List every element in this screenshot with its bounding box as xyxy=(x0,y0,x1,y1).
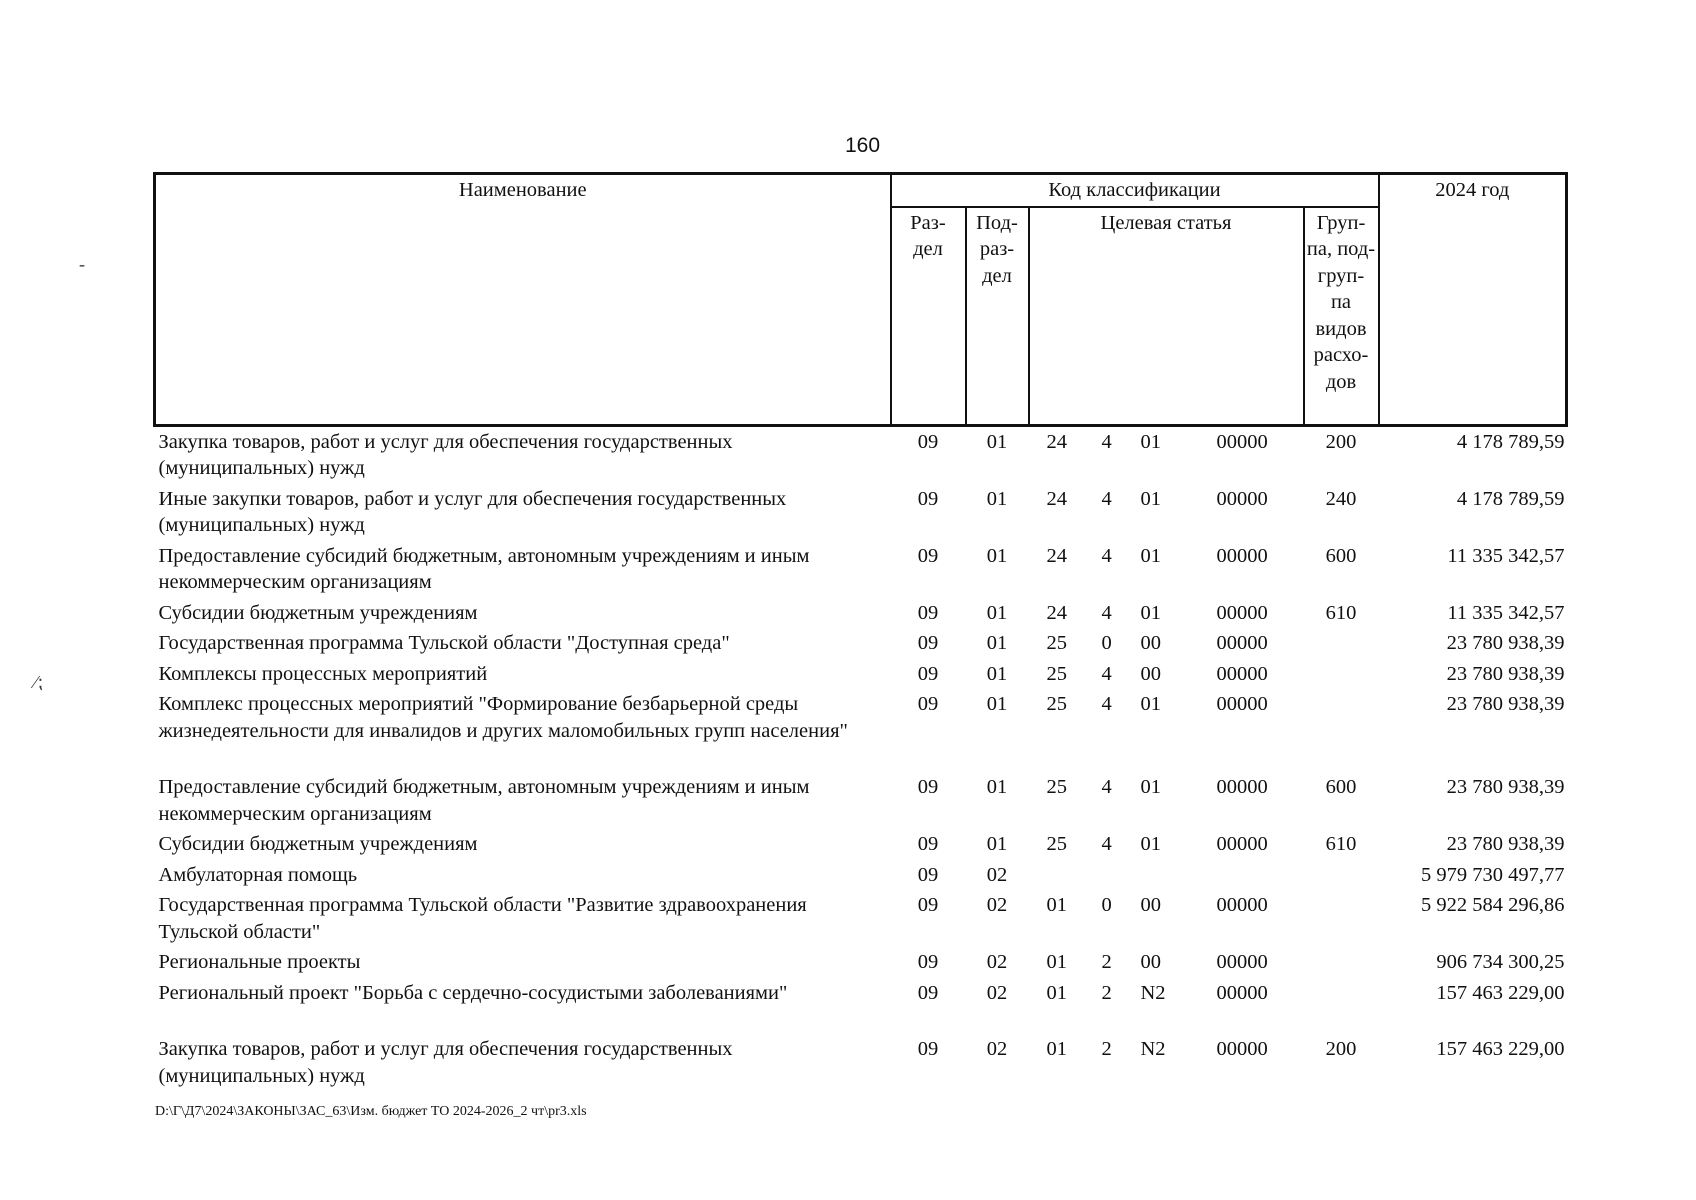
target-article-part: 00 xyxy=(1140,632,1161,654)
target-article-part: 00000 xyxy=(1216,544,1268,567)
row-name: Субсидии бюджетным учреждениям xyxy=(158,601,478,624)
table-row xyxy=(155,689,1567,772)
row-razdel: 09 xyxy=(917,1038,939,1060)
target-article-part: 00000 xyxy=(1216,632,1268,654)
target-article-part: 00 xyxy=(1140,951,1161,973)
row-target-article xyxy=(1029,425,1304,484)
header-podrazdel: Под- раз- дел xyxy=(966,207,1029,426)
target-article-part: 00000 xyxy=(1216,693,1268,715)
row-podrazdel: 02 xyxy=(986,1038,1008,1060)
row-expense-group: 200 xyxy=(1325,430,1357,453)
target-article-part: 01 xyxy=(1140,430,1161,453)
target-article-part: 25 xyxy=(1046,662,1067,685)
header-year: 2024 год xyxy=(1379,174,1567,426)
target-article-part: 01 xyxy=(1140,693,1161,715)
row-amount-2024: 23 780 938,39 xyxy=(1446,833,1565,855)
row-expense-group: 610 xyxy=(1325,833,1357,855)
row-name: Региональные проекты xyxy=(158,951,361,973)
table-body xyxy=(155,425,1567,1091)
header-target: Целевая статья xyxy=(1029,207,1304,426)
row-amount-2024: 23 780 938,39 xyxy=(1446,693,1565,715)
target-article-part: 25 xyxy=(1046,632,1067,654)
row-amount-2024: 157 463 229,00 xyxy=(1436,981,1565,1004)
header-code-group: Код классификации xyxy=(891,174,1379,207)
row-podrazdel: 01 xyxy=(986,833,1008,855)
row-expense-group: 240 xyxy=(1325,487,1357,510)
target-article-part: 25 xyxy=(1046,833,1067,855)
target-article-part: N2 xyxy=(1140,1038,1166,1060)
row-razdel: 09 xyxy=(917,632,939,654)
row-amount-2024: 4 178 789,59 xyxy=(1456,487,1565,510)
row-amount-2024: 23 780 938,39 xyxy=(1446,662,1565,685)
budget-table xyxy=(153,172,1568,1091)
row-amount-2024: 11 335 342,57 xyxy=(1447,601,1565,624)
row-podrazdel: 01 xyxy=(986,601,1008,624)
target-article-part: 24 xyxy=(1046,544,1067,567)
margin-mark: - xyxy=(79,254,85,274)
target-article-part: 4 xyxy=(1101,601,1112,624)
row-target-article xyxy=(1029,598,1304,629)
target-article-part: 4 xyxy=(1101,544,1112,567)
target-article-part: 01 xyxy=(1046,894,1067,916)
row-target-article xyxy=(1029,947,1304,978)
table-row xyxy=(155,860,1567,891)
table-row xyxy=(155,772,1567,829)
row-podrazdel: 01 xyxy=(986,487,1008,510)
row-razdel: 09 xyxy=(917,833,939,855)
row-name: Комплексы процессных мероприятий xyxy=(158,662,488,685)
target-article-part: 2 xyxy=(1101,981,1112,1004)
row-amount-2024: 23 780 938,39 xyxy=(1446,776,1565,798)
table-row xyxy=(155,978,1567,1035)
target-article-part: 2 xyxy=(1101,1038,1112,1060)
target-article-part: 00000 xyxy=(1216,951,1268,973)
target-article-part: 00000 xyxy=(1216,487,1268,510)
target-article-part: 00000 xyxy=(1216,833,1268,855)
table-row xyxy=(155,890,1567,947)
target-article-part: 01 xyxy=(1046,951,1067,973)
header-name: Наименование xyxy=(155,174,891,426)
target-article-part: 00000 xyxy=(1216,601,1268,624)
row-target-article xyxy=(1029,541,1304,598)
header-razdel: Раз- дел xyxy=(891,207,966,426)
target-article-part: 00000 xyxy=(1216,981,1268,1004)
row-razdel: 09 xyxy=(917,951,939,973)
row-amount-2024: 11 335 342,57 xyxy=(1447,544,1565,567)
row-podrazdel: 01 xyxy=(986,430,1008,453)
target-article-part: 4 xyxy=(1101,693,1112,715)
row-expense-group xyxy=(1304,890,1379,947)
row-razdel: 09 xyxy=(917,776,939,798)
row-razdel: 09 xyxy=(917,981,939,1004)
margin-mark: ⁄⁏ xyxy=(34,672,44,692)
target-article-part: 01 xyxy=(1140,601,1161,624)
target-article-part: 01 xyxy=(1046,1038,1067,1060)
budget-table-container xyxy=(153,172,1565,1091)
table-row xyxy=(155,1034,1567,1091)
target-article-part: 25 xyxy=(1046,693,1067,715)
row-target-article xyxy=(1029,829,1304,860)
row-name: Закупка товаров, работ и услуг для обеспечения государственных (муниципальных) нужд xyxy=(158,1038,733,1087)
target-article-part: 01 xyxy=(1140,487,1161,510)
target-article-part: 24 xyxy=(1046,601,1067,624)
row-name: Предоставление субсидий бюджетным, автономным учреждениям и иным некоммерческим организациям xyxy=(158,544,810,593)
target-article-part: 4 xyxy=(1101,662,1112,685)
row-podrazdel: 01 xyxy=(986,662,1008,685)
target-article-part: 4 xyxy=(1101,430,1112,453)
row-target-article xyxy=(1029,772,1304,829)
row-podrazdel: 02 xyxy=(986,863,1008,886)
target-article-part: 00000 xyxy=(1216,662,1268,685)
target-article-part: 4 xyxy=(1101,776,1112,798)
target-article-part: 25 xyxy=(1046,776,1067,798)
row-razdel: 09 xyxy=(917,487,939,510)
target-article-part: 01 xyxy=(1140,776,1161,798)
row-name: Субсидии бюджетным учреждениям xyxy=(158,833,478,855)
table-row xyxy=(155,541,1567,598)
table-row xyxy=(155,659,1567,690)
row-target-article xyxy=(1029,860,1304,891)
row-expense-group: 600 xyxy=(1325,776,1357,798)
target-article-part: 00000 xyxy=(1216,1038,1268,1060)
row-expense-group: 600 xyxy=(1325,544,1357,567)
row-podrazdel: 01 xyxy=(986,544,1008,567)
target-article-part: N2 xyxy=(1140,981,1166,1004)
row-razdel: 09 xyxy=(917,544,939,567)
target-article-part: 4 xyxy=(1101,487,1112,510)
target-article-part: 00000 xyxy=(1216,430,1268,453)
table-row xyxy=(155,484,1567,541)
row-expense-group xyxy=(1304,689,1379,772)
row-target-article xyxy=(1029,659,1304,690)
row-podrazdel: 01 xyxy=(986,776,1008,798)
target-article-part: 24 xyxy=(1046,487,1067,510)
row-expense-group: 200 xyxy=(1325,1038,1357,1060)
row-expense-group xyxy=(1304,659,1379,690)
target-article-part: 0 xyxy=(1101,894,1112,916)
target-article-part: 00000 xyxy=(1216,776,1268,798)
row-expense-group: 610 xyxy=(1325,601,1357,624)
row-name: Комплекс процессных мероприятий "Формирование безбарьерной среды жизнедеятельности для инвалидов и других маломобильных групп населения" xyxy=(158,693,848,742)
header-group: Груп- па, под- груп- па видов расхо- дов xyxy=(1304,207,1379,426)
target-article-part: 2 xyxy=(1101,951,1112,973)
target-article-part: 0 xyxy=(1101,632,1112,654)
row-amount-2024: 23 780 938,39 xyxy=(1446,632,1565,654)
row-name: Предоставление субсидий бюджетным, автономным учреждениям и иным некоммерческим организациям xyxy=(158,776,810,825)
row-target-article xyxy=(1029,890,1304,947)
row-razdel: 09 xyxy=(917,894,939,916)
table-row xyxy=(155,425,1567,484)
row-podrazdel: 02 xyxy=(986,894,1008,916)
row-name: Государственная программа Тульской области "Доступная среда" xyxy=(158,632,730,654)
row-amount-2024: 906 734 300,25 xyxy=(1436,951,1565,973)
target-article-part: 01 xyxy=(1046,981,1067,1004)
row-name: Амбулаторная помощь xyxy=(158,863,358,886)
row-amount-2024: 5 979 730 497,77 xyxy=(1421,863,1565,886)
row-razdel: 09 xyxy=(917,863,939,886)
target-article-part: 00 xyxy=(1140,894,1161,916)
row-razdel: 09 xyxy=(917,430,939,453)
row-razdel: 09 xyxy=(917,662,939,685)
row-name: Региональный проект "Борьба с сердечно-сосудистыми заболеваниями" xyxy=(158,981,788,1004)
row-amount-2024: 4 178 789,59 xyxy=(1456,430,1565,453)
target-article-part: 01 xyxy=(1140,544,1161,567)
page-number: 160 xyxy=(845,134,881,157)
target-article-part: 24 xyxy=(1046,430,1067,453)
table-row xyxy=(155,947,1567,978)
row-expense-group xyxy=(1304,860,1379,891)
row-expense-group xyxy=(1304,628,1379,659)
row-name: Иные закупки товаров, работ и услуг для обеспечения государственных (муниципальных) нужд xyxy=(158,487,787,536)
target-article-part: 01 xyxy=(1140,833,1161,855)
row-podrazdel: 01 xyxy=(986,632,1008,654)
row-podrazdel: 02 xyxy=(986,981,1008,1004)
row-expense-group xyxy=(1304,978,1379,1035)
row-amount-2024: 5 922 584 296,86 xyxy=(1421,894,1565,916)
row-podrazdel: 01 xyxy=(986,693,1008,715)
row-name: Закупка товаров, работ и услуг для обеспечения государственных (муниципальных) нужд xyxy=(158,430,733,479)
row-target-article xyxy=(1029,628,1304,659)
row-target-article xyxy=(1029,1034,1304,1091)
target-article-part: 00 xyxy=(1140,662,1161,685)
row-amount-2024: 157 463 229,00 xyxy=(1436,1038,1565,1060)
target-article-part: 4 xyxy=(1101,833,1112,855)
row-razdel: 09 xyxy=(917,693,939,715)
row-name: Государственная программа Тульской области "Развитие здравоохранения Тульской области" xyxy=(158,894,807,943)
table-row xyxy=(155,829,1567,860)
target-article-part: 00000 xyxy=(1216,894,1268,916)
row-podrazdel: 02 xyxy=(986,951,1008,973)
table-row xyxy=(155,598,1567,629)
row-razdel: 09 xyxy=(917,601,939,624)
table-row xyxy=(155,628,1567,659)
footer-file-path: D:\Г\Д7\2024\ЗАКОНЫ\ЗАС_63\Изм. бюджет ТО 2024-2026_2 чт\pr3.xls xyxy=(155,1104,587,1119)
row-expense-group xyxy=(1304,947,1379,978)
row-target-article xyxy=(1029,689,1304,772)
row-target-article xyxy=(1029,484,1304,541)
row-target-article xyxy=(1029,978,1304,1035)
